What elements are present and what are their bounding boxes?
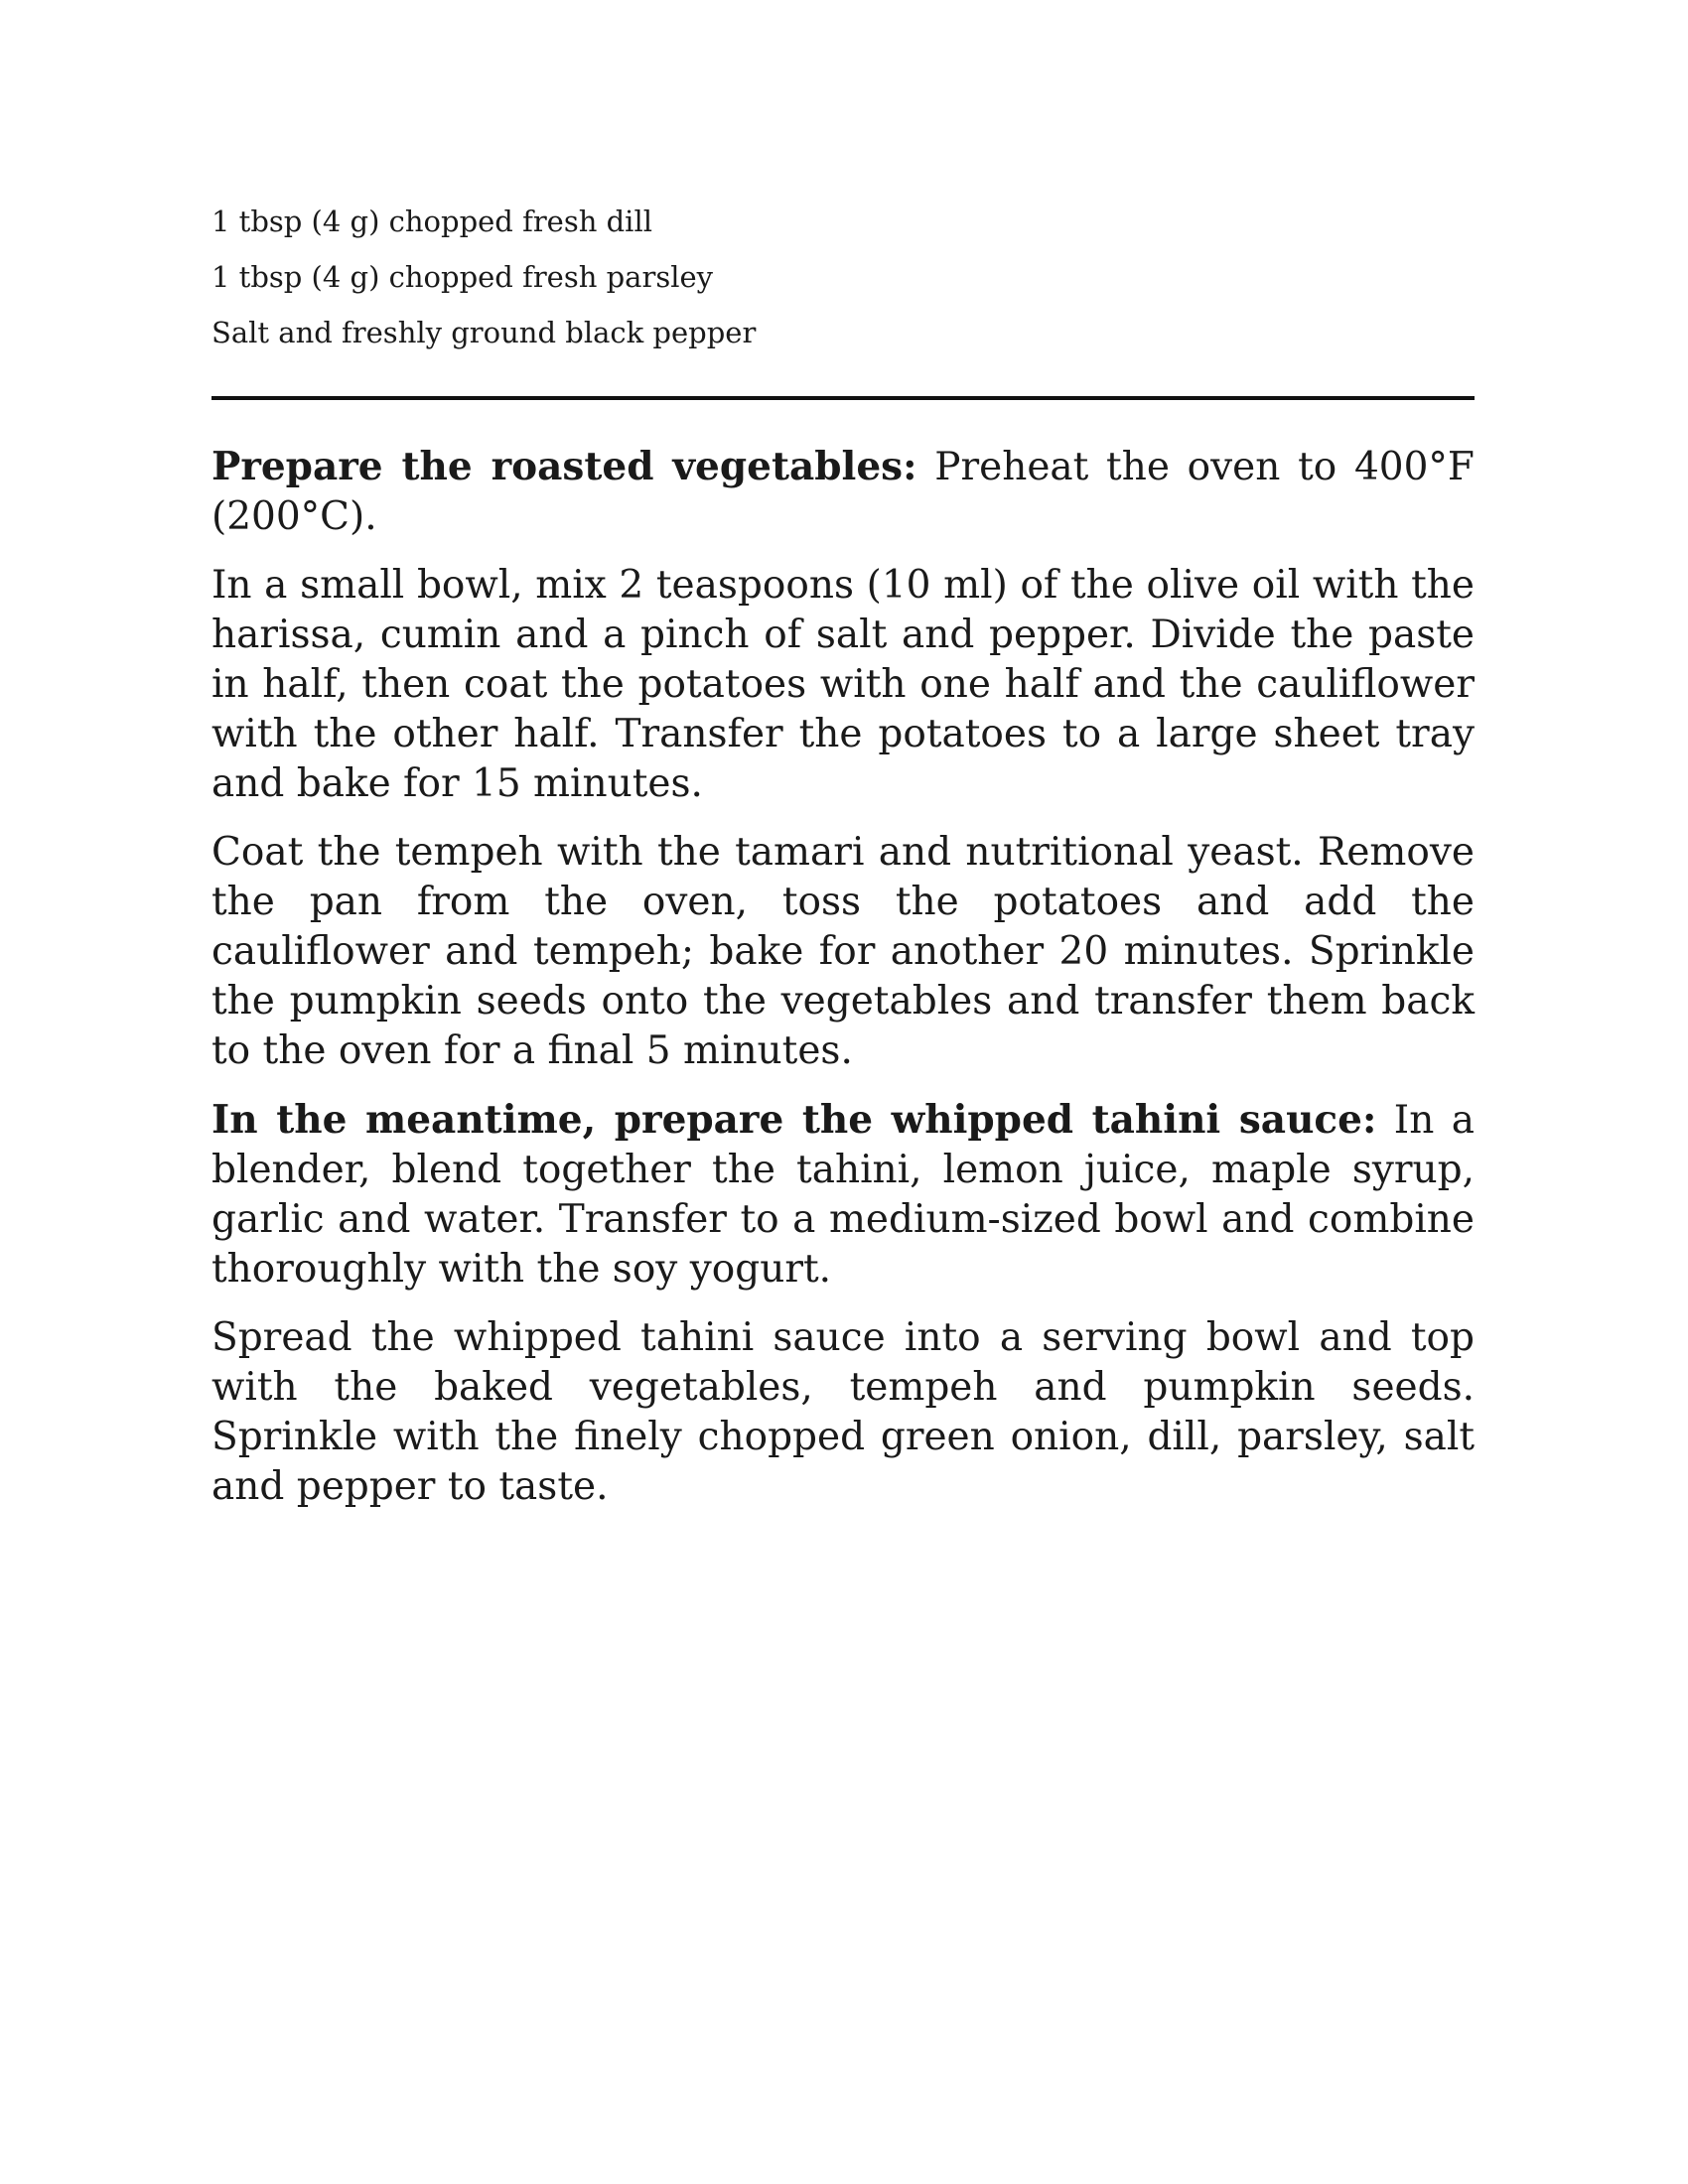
ingredient-item: 1 tbsp (4 g) chopped fresh dill xyxy=(211,205,653,238)
section-divider xyxy=(211,396,1475,400)
step-text: Preheat the oven to 400°F (200°C). xyxy=(211,445,1475,539)
instruction-step xyxy=(211,561,1475,809)
instruction-step xyxy=(211,1313,1475,1512)
step-heading: Prepare the roasted vegetables: xyxy=(211,444,917,489)
step-text: Spread the whipped tahini sauce into a serving bowl and top with the baked vegetables, tempeh and pumpkin seeds. Sprinkle with the finely chopped green onion, dill, parsley, salt and pepper to taste. xyxy=(211,1315,1475,1509)
step-heading: In the meantime, prepare the whipped tahini sauce: xyxy=(211,1097,1377,1143)
step-text: In a blender, blend together the tahini, lemon juice, maple syrup, garlic and water. Transfer to a medium-sized bowl and combine thoroughly with the soy yogurt. xyxy=(211,1098,1475,1292)
ingredient-item: Salt and freshly ground black pepper xyxy=(211,316,757,349)
ingredient-list xyxy=(211,194,1475,360)
instructions xyxy=(211,442,1475,1512)
ingredient-item: 1 tbsp (4 g) chopped fresh parsley xyxy=(211,260,714,294)
step-text: In a small bowl, mix 2 teaspoons (10 ml) of the olive oil with the harissa, cumin and a pinch of salt and pepper. Divide the paste in half, then coat the potatoes with one half and the cauliflower with the other half. Transfer the potatoes to a large sheet tray and bake for 15 minutes. xyxy=(211,563,1475,806)
instruction-step xyxy=(211,1095,1475,1295)
step-text: Coat the tempeh with the tamari and nutritional yeast. Remove the pan from the oven, toss the potatoes and add the cauliflower and tempeh; bake for another 20 minutes. Sprinkle the pumpkin seeds onto the vegetables and transfer them back to the oven for a final 5 minutes. xyxy=(211,830,1475,1073)
recipe-content xyxy=(211,194,1475,1531)
instruction-step xyxy=(211,442,1475,542)
instruction-step xyxy=(211,828,1475,1076)
